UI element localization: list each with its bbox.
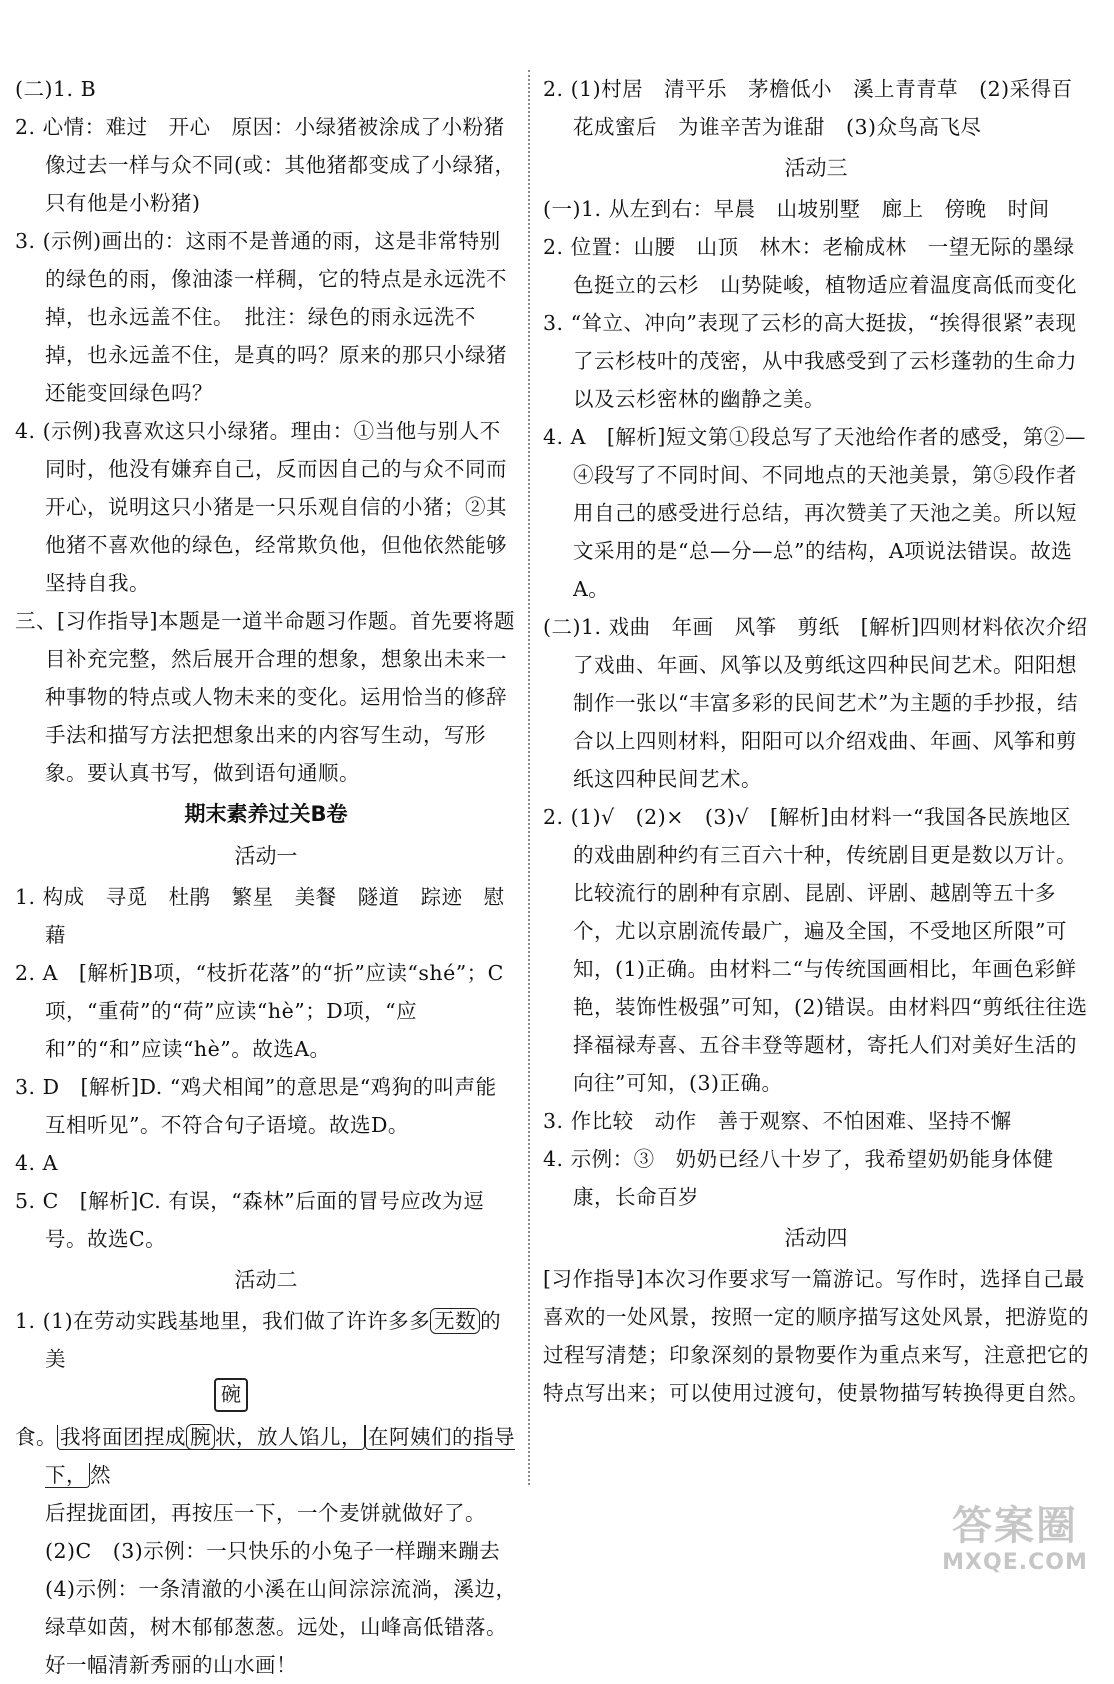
answer-item: 4. (示例)我喜欢这只小绿猪。理由：①当他与别人不同时，他没有嫌弃自己，反而因自己的与众不同而开心，说明这只小猪是一只乐观自信的小猪；②其他猪不喜欢他的绿色，经常欺负他，但他依然能够坚持自我。 [15,419,507,595]
answer-item: 2. 心情：难过 开心 原因：小绿猪被涂成了小粉猪 像过去一样与众不同(或：其他猪都变成了小绿猪，只有他是小粉猪) [15,115,526,215]
revision-line1-suffix: 的美 [45,1309,502,1371]
answer-item: (二)1. B [15,77,97,101]
marked-segment: 在阿姨们的指导下， [45,1425,515,1487]
writing-guide: [习作指导]本次习作要求写一篇游记。写作时，选择自己最喜欢的一处风景，按照一定的顺序描写这处风景，把游览的过程写清楚；印象深刻的景物要作为重点来写，注意把它的特点写出来；可以使用过渡句，使景物描写转换得更自然。 [543,1267,1089,1405]
insertion-mark [15,1378,517,1418]
revision-line2 [15,1418,517,1494]
answer-item: (一)1. 从左到右：早晨 山坡别墅 廊上 傍晚 时间 [543,197,1050,221]
revision-exercise [15,1302,517,1378]
answer-item: 3. 作比较 动作 善于观察、不怕困难、坚持不懈 [543,1109,1012,1133]
revision-rest: 后捏拢面团，再按压一下，一个麦饼就做好了。 (2)C (3)示例：一只快乐的小兔子一样蹦来蹦去 (4)示例：一条清澈的小溪在山间淙淙流淌，溪边，绿草如茵，树木郁郁葱葱。远处，山峰高低错落。好一幅清新秀丽的山水画！ [45,1501,522,1677]
answer-item: 3. (示例)画出的：这雨不是普通的雨，这是非常特别的绿色的雨，像油漆一样稠，它的特点是永远洗不掉，也永远盖不住。 批注：绿色的雨永远洗不掉，也永远盖不住，是真的吗？原来的那只小绿猪还能变回绿色吗？ [15,229,507,405]
activity-title: 活动二 [234,1268,298,1292]
inserted-char: 碗 [214,1378,248,1412]
answer-item: 4. A [15,1151,58,1175]
answer-item: (二)1. 戏曲 年画 风筝 剪纸 [解析]四则材料依次介绍了戏曲、年画、风筝以及剪纸这四种民间艺术。阳阳想制作一张以“丰富多彩的民间艺术”为主题的手抄报，结合以上四则材料，阳阳可以介绍戏曲、年画、风筝和剪纸这四种民间艺术。 [543,615,1088,791]
answer-item: 3. “耸立、冲向”表现了云杉的高大挺拔，“挨得很紧”表现了云杉枝叶的茂密，从中我感受到了云杉蓬勃的生命力以及云杉密林的幽静之美。 [543,311,1077,411]
boxed-word: 无数 [430,1308,480,1334]
marked-segment [57,1425,365,1450]
answer-item: 3. D [解析]D. “鸡犬相闻”的意思是“鸡狗的叫声能互相听见”。不符合句子语境。故选D。 [15,1075,497,1137]
site-watermark [930,1502,1100,1592]
watermark-url: MXQE.COM [942,1550,1088,1575]
activity-title: 活动三 [784,156,848,180]
revision-line2-end: 然 [90,1463,111,1487]
answer-item: 4. 示例：③ 奶奶已经八十岁了，我希望奶奶能身体健康，长命百岁 [543,1147,1054,1209]
right-column [543,70,1089,1412]
answer-item: 2. A [解析]B项，“枝折花落”的“折”应读“shé”；C项，“重荷”的“荷”应读“hè”；D项，“应和”的“和”应读“hè”。故选A。 [15,961,504,1061]
answer-item: 2. (1)√ (2)× (3)√ [解析]由材料一“我国各民族地区的戏曲剧种约有三百六十种，传统剧目更是数以万计。比较流行的剧种有京剧、昆剧、评剧、越剧等五十多个，尤以京剧流传最广，遍及全国，不受地区所限”可知，(1)正确。由材料二“与传统国画相比，年画色彩鲜艳，装饰性极强”可知，(2)错误。由材料四“剪纸往往选择福禄寿喜、五谷丰登等题材，寄托人们对美好生活的向往”可知，(3)正确。 [543,805,1088,1095]
segment-text: 我将面团捏成 [60,1425,186,1449]
revision-line2-start: 食。 [15,1425,57,1449]
column-divider [528,70,530,1485]
answer-item: 1. 构成 寻觅 杜鹃 繁星 美餐 隧道 踪迹 慰藉 [15,885,505,947]
section-title: 期末素养过关B卷 [184,802,348,826]
writing-guide: 三、[习作指导]本题是一道半命题习作题。首先要将题目补充完整，然后展开合理的想象，想象出未来一种事物的特点或人物未来的变化。运用恰当的修辞手法和描写方法把想象出来的内容写生动，写形象。要认真书写，做到语句通顺。 [15,609,515,785]
answer-item: 5. C [解析]C. 有误，“森林”后面的冒号应改为逗号。故选C。 [15,1189,485,1251]
activity-title: 活动一 [234,844,298,868]
watermark-logo-text: 答案圈 [952,1503,1078,1549]
revision-line1-prefix: 1. (1)在劳动实践基地里，我们做了许许多多 [15,1309,431,1333]
answer-item: 4. A [解析]短文第①段总写了天池给作者的感受，第②—④段写了不同时间、不同地点的天池美景，第⑤段作者用自己的感受进行总结，再次赞美了天池之美。所以短文采用的是“总—分—总”的结构，A项说法错误。故选A。 [543,425,1086,601]
boxed-char: 腕 [186,1424,215,1450]
segment-text: 状，放人馅儿， [215,1425,362,1449]
answer-item: 2. (1)村居 清平乐 茅檐低小 溪上青青草 (2)采得百花成蜜后 为谁辛苦为谁甜 (3)众鸟高飞尽 [543,77,1073,139]
activity-title: 活动四 [784,1226,848,1250]
answer-item: 2. 位置：山腰 山顶 林木：老榆成林 一望无际的墨绿色挺立的云杉 山势陡峻，植物适应着温度高低而变化 [543,235,1077,297]
left-column [15,70,526,1684]
